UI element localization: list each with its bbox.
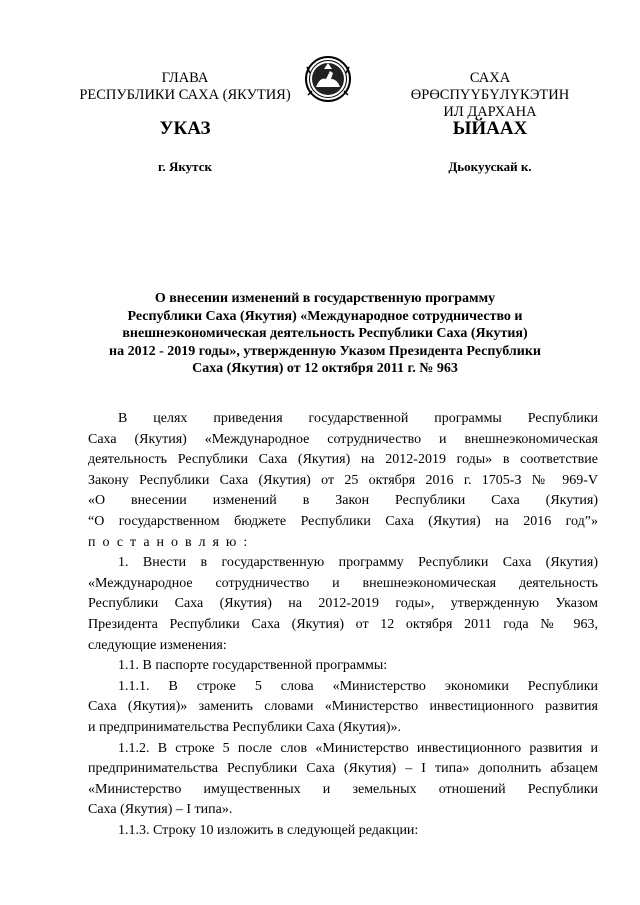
body-line: 1. Внести в государственную программу Республики Саха (Якутия) [118, 555, 598, 571]
body-line: В целях приведения государственной программы Республики [118, 411, 598, 426]
body-line: “О государственном бюджете Республики Саха (Якутия) на 2016 год”» [88, 513, 598, 529]
body-line: «Министерство имущественных и земельных отношений Республики [88, 781, 598, 797]
city-sakha: Дьокуускай к. [448, 159, 532, 174]
body-line: 1.1.1. В строке 5 слова «Министерство экономики Республики [118, 678, 598, 694]
body-line: деятельность Республики Саха (Якутия) на 2012-2019 годы» в соответствие [88, 452, 598, 468]
title-line: Саха (Якутия) от 12 октября 2011 г. № 963 [192, 361, 458, 376]
body-line: «Международное сотрудничество и внешнеэкономическая деятельность [88, 575, 598, 591]
title-line: Республики Саха (Якутия) «Международное сотрудничество и [127, 308, 523, 324]
body-line-resolution: постановляю: [88, 534, 255, 550]
body-line: 1.1. В паспорте государственной программы: [118, 658, 388, 674]
body-line: Республики Саха (Якутия) на 2012-2019 годы», утвержденную Указом [88, 596, 598, 612]
body-line: «О внесении изменений в Закон Республики Саха (Якутия) [88, 493, 598, 509]
header-left-line2: РЕСПУБЛИКИ САХА (ЯКУТИЯ) [79, 87, 291, 103]
body-line: 1.1.3. Строку 10 изложить в следующей редакции: [118, 822, 419, 838]
header-right [390, 70, 590, 121]
title-line: на 2012 - 2019 годы», утвержденную Указом Президента Республики [109, 343, 541, 359]
body-line: и предпринимательства Республики Саха (Якутия)». [88, 719, 402, 735]
city-ru: г. Якутск [158, 159, 212, 174]
header-right-line1: САХА ӨРӨСПҮҮБҮЛҮКЭТИН [410, 70, 570, 103]
title-line: внешнеэкономическая деятельность Республики Саха (Якутия) [122, 326, 528, 341]
body-line: Президента Республики Саха (Якутия) от 12 октября 2011 года № 963, [88, 616, 598, 632]
decree-body [88, 409, 598, 841]
header-left [70, 70, 300, 104]
coat-of-arms-icon [304, 53, 352, 105]
decree-title [80, 290, 570, 378]
decree-label-sakha: ЫЙААХ [452, 118, 528, 139]
header-left-line1: ГЛАВА [161, 70, 209, 86]
decree-label-ru: УКАЗ [159, 118, 211, 139]
body-line: Саха (Якутия) «Международное сотрудничество и внешнеэкономическая [88, 431, 598, 447]
body-line: предпринимательства Республики Саха (Якутия) – I типа» дополнить абзацем [88, 761, 598, 777]
body-line: 1.1.2. В строке 5 после слов «Министерство инвестиционного развития и [118, 740, 598, 756]
header-right-line2: ИЛ ДАРХАНА [443, 104, 537, 120]
body-line: следующие изменения: [88, 637, 227, 653]
body-line: Закону Республики Саха (Якутия) от 25 октября 2016 г. 1705-З № 969-V [88, 472, 598, 488]
body-line: Саха (Якутия)» заменить словами «Министерство инвестиционного развития [88, 699, 598, 715]
title-line: О внесении изменений в государственную программу [154, 291, 496, 306]
body-line: Саха (Якутия) – I типа». [88, 802, 233, 818]
